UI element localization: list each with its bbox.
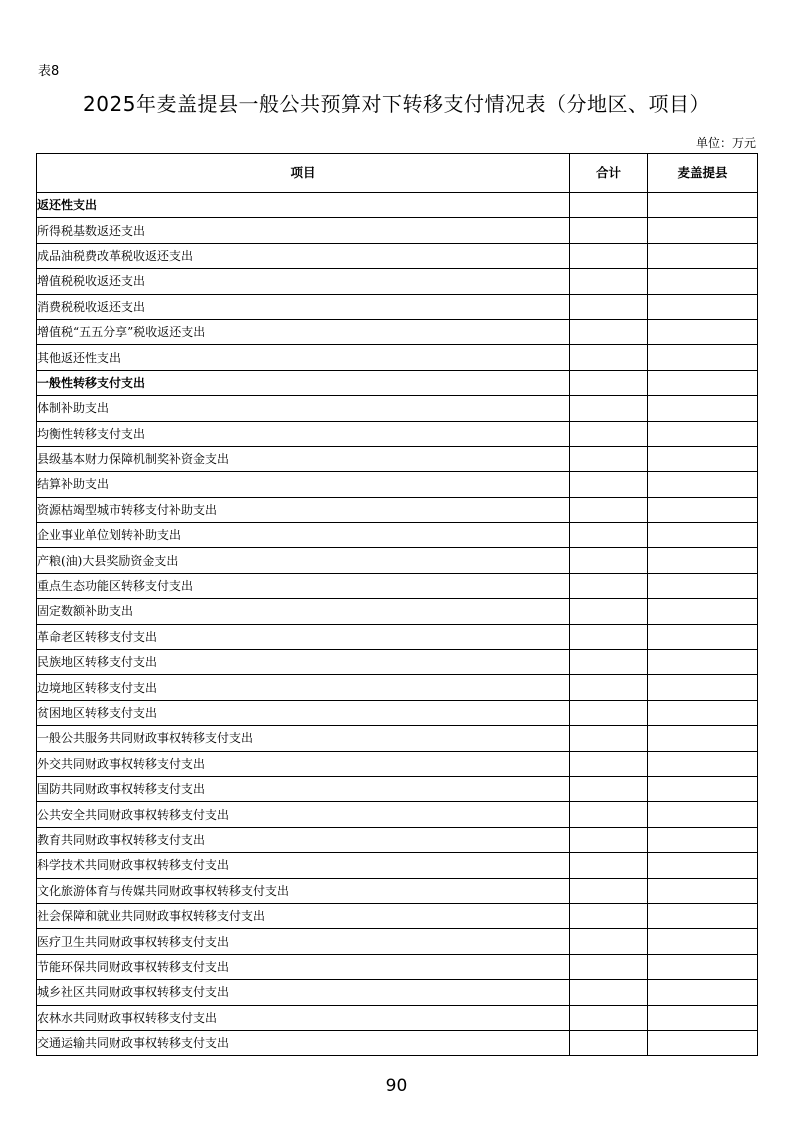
county-cell [648,548,758,573]
county-cell [648,903,758,928]
category-label: 返还性支出 [37,193,570,218]
total-cell [570,878,648,903]
table-row [37,193,758,218]
total-cell [570,396,648,421]
item-label: 增值税税收返还支出 [37,269,570,294]
total-cell [570,472,648,497]
table-header-row [37,154,758,193]
table-row [37,319,758,344]
total-cell [570,827,648,852]
table-row [37,573,758,598]
county-cell [648,269,758,294]
category-label: 一般性转移支付支出 [37,370,570,395]
item-label: 贫困地区转移支付支出 [37,700,570,725]
table-row [37,396,758,421]
column-header-county: 麦盖提县 [648,154,758,193]
total-cell [570,700,648,725]
table-row [37,827,758,852]
item-label: 科学技术共同财政事权转移支付支出 [37,853,570,878]
total-cell [570,726,648,751]
total-cell [570,573,648,598]
county-cell [648,1030,758,1055]
total-cell [570,980,648,1005]
page-number: 90 [385,1076,408,1096]
table-row [37,903,758,928]
county-cell [648,853,758,878]
county-cell [648,675,758,700]
item-label: 产粮(油)大县奖励资金支出 [37,548,570,573]
county-cell [648,827,758,852]
table-row [37,650,758,675]
item-label: 公共安全共同财政事权转移支付支出 [37,802,570,827]
table-row [37,954,758,979]
county-cell [648,599,758,624]
item-label: 节能环保共同财政事权转移支付支出 [37,954,570,979]
total-cell [570,497,648,522]
total-cell [570,218,648,243]
total-cell [570,523,648,548]
item-label: 重点生态功能区转移支付支出 [37,573,570,598]
county-cell [648,650,758,675]
table-row [37,421,758,446]
total-cell [570,370,648,395]
item-label: 交通运输共同财政事权转移支付支出 [37,1030,570,1055]
item-label: 革命老区转移支付支出 [37,624,570,649]
total-cell [570,193,648,218]
table-row [37,802,758,827]
table-row [37,548,758,573]
total-cell [570,599,648,624]
county-cell [648,929,758,954]
item-label: 国防共同财政事权转移支付支出 [37,776,570,801]
total-cell [570,1030,648,1055]
table-label: 表8 [38,64,60,79]
county-cell [648,1005,758,1030]
county-cell [648,193,758,218]
total-cell [570,1005,648,1030]
total-cell [570,319,648,344]
county-cell [648,726,758,751]
table-row [37,243,758,268]
item-label: 民族地区转移支付支出 [37,650,570,675]
total-cell [570,624,648,649]
table-row [37,700,758,725]
county-cell [648,472,758,497]
county-cell [648,497,758,522]
table-row [37,624,758,649]
total-cell [570,294,648,319]
total-cell [570,345,648,370]
county-cell [648,396,758,421]
table-row [37,370,758,395]
transfer-payment-table [36,153,758,1056]
table-row [37,878,758,903]
table-row [37,472,758,497]
item-label: 县级基本财力保障机制奖补资金支出 [37,446,570,471]
county-cell [648,573,758,598]
total-cell [570,853,648,878]
county-cell [648,345,758,370]
item-label: 医疗卫生共同财政事权转移支付支出 [37,929,570,954]
table-row [37,294,758,319]
item-label: 企业事业单位划转补助支出 [37,523,570,548]
table-row [37,726,758,751]
table-row [37,675,758,700]
total-cell [570,802,648,827]
item-label: 城乡社区共同财政事权转移支付支出 [37,980,570,1005]
total-cell [570,269,648,294]
item-label: 外交共同财政事权转移支付支出 [37,751,570,776]
county-cell [648,980,758,1005]
county-cell [648,802,758,827]
total-cell [570,446,648,471]
column-header-total: 合计 [570,154,648,193]
county-cell [648,523,758,548]
total-cell [570,675,648,700]
item-label: 固定数额补助支出 [37,599,570,624]
total-cell [570,929,648,954]
table-row [37,1030,758,1055]
item-label: 结算补助支出 [37,472,570,497]
item-label: 教育共同财政事权转移支付支出 [37,827,570,852]
county-cell [648,776,758,801]
table-row [37,980,758,1005]
table-row [37,1005,758,1030]
county-cell [648,446,758,471]
unit-label: 单位：万元 [695,136,756,150]
county-cell [648,319,758,344]
total-cell [570,954,648,979]
total-cell [570,421,648,446]
table-row [37,776,758,801]
item-label: 边境地区转移支付支出 [37,675,570,700]
item-label: 体制补助支出 [37,396,570,421]
county-cell [648,370,758,395]
county-cell [648,954,758,979]
county-cell [648,218,758,243]
table-row [37,345,758,370]
item-label: 其他返还性支出 [37,345,570,370]
total-cell [570,776,648,801]
item-label: 增值税“五五分享”税收返还支出 [37,319,570,344]
total-cell [570,903,648,928]
table-row [37,497,758,522]
table-row [37,599,758,624]
item-label: 均衡性转移支付支出 [37,421,570,446]
item-label: 农林水共同财政事权转移支付支出 [37,1005,570,1030]
table-body [37,193,758,1056]
item-label: 成品油税费改革税收返还支出 [37,243,570,268]
item-label: 文化旅游体育与传媒共同财政事权转移支付支出 [37,878,570,903]
table-row [37,269,758,294]
table-row [37,446,758,471]
item-label: 社会保障和就业共同财政事权转移支付支出 [37,903,570,928]
county-cell [648,751,758,776]
total-cell [570,751,648,776]
county-cell [648,243,758,268]
table-row [37,751,758,776]
item-label: 所得税基数返还支出 [37,218,570,243]
table-row [37,853,758,878]
page-title: 2025年麦盖提县一般公共预算对下转移支付情况表（分地区、项目） [83,92,710,116]
item-label: 资源枯竭型城市转移支付补助支出 [37,497,570,522]
item-label: 一般公共服务共同财政事权转移支付支出 [37,726,570,751]
county-cell [648,421,758,446]
total-cell [570,243,648,268]
county-cell [648,700,758,725]
column-header-item: 项目 [37,154,570,193]
table-row [37,523,758,548]
table-row [37,218,758,243]
county-cell [648,878,758,903]
table-row [37,929,758,954]
total-cell [570,548,648,573]
total-cell [570,650,648,675]
item-label: 消费税税收返还支出 [37,294,570,319]
county-cell [648,294,758,319]
county-cell [648,624,758,649]
